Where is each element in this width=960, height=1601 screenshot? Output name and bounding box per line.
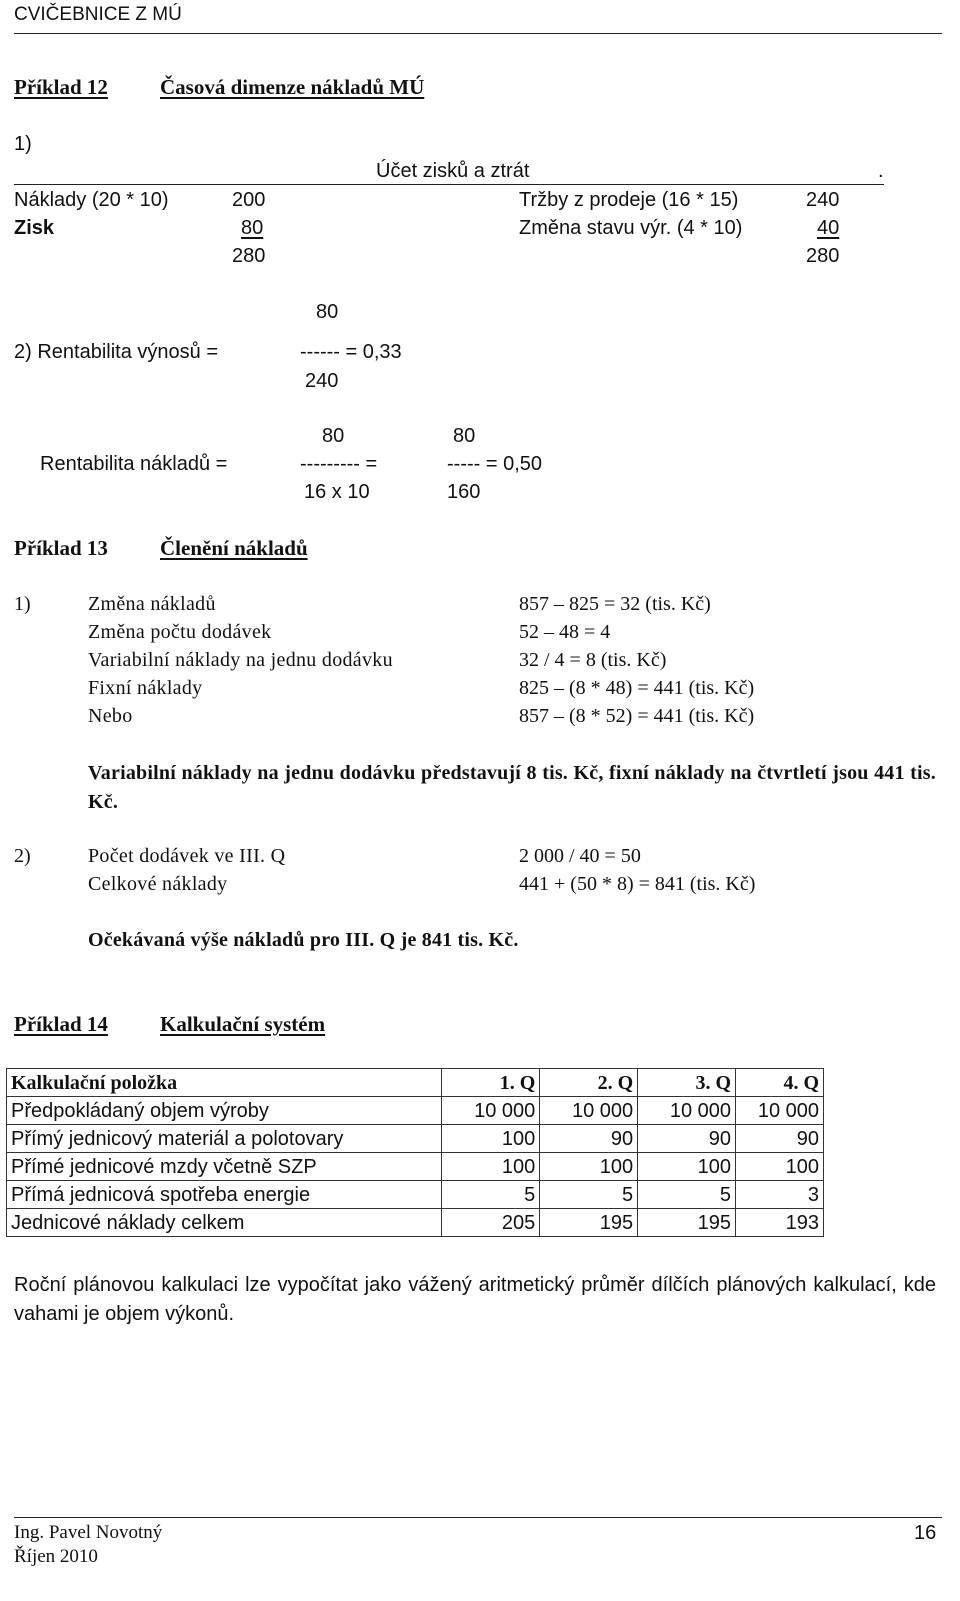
table-cell: 195 [638,1209,736,1237]
ex12-part1: 1) [14,133,32,155]
costs-label: Náklady (20 * 10) [14,189,169,211]
table-row [7,1153,824,1181]
page-number: 16 [914,1522,937,1544]
ex13-row-label: Nebo [88,705,133,727]
ex13-row-label: Fixní náklady [88,677,203,699]
footer-author: Ing. Pavel Novotný [14,1522,163,1543]
ex13-row-value: 857 – (8 * 52) = 441 (tis. Kč) [519,705,755,727]
account-title: Účet zisků a ztrát [376,160,530,182]
left-total: 280 [232,245,266,267]
ex13-row-value: 825 – (8 * 48) = 441 (tis. Kč) [519,677,755,699]
table-cell: 90 [540,1125,638,1153]
table-cell: 100 [638,1153,736,1181]
table-cell: 195 [540,1209,638,1237]
rev-numerator: 80 [316,301,339,323]
table-row [7,1125,824,1153]
ex14-label: Příklad 14 [14,1012,108,1036]
header-rule [14,33,942,34]
ex13-row-value: 52 – 48 = 4 [519,621,611,643]
table-cell: Jednicové náklady celkem [7,1209,442,1237]
table-cell: 3 [736,1181,824,1209]
footer-date: Říjen 2010 [14,1546,98,1567]
ex14-title: Kalkulační systém [160,1012,326,1036]
table-row [7,1209,824,1237]
table-cell: 10 000 [442,1097,540,1125]
cost-denominator-1: 16 x 10 [304,481,370,503]
ex13-row-value: 32 / 4 = 8 (tis. Kč) [519,649,667,671]
ex13-conclusion-1: Variabilní náklady na jednu dodávku představují 8 tis. Kč, fixní náklady na čtvrtletí jsou 441 tis. Kč. [88,762,936,813]
ex12-title: Časová dimenze nákladů MÚ [160,75,425,99]
ex13-label: Příklad 13 [14,536,108,560]
ex13-row-label: Změna nákladů [88,593,216,615]
account-title-dot: . [878,160,884,182]
table-cell: 5 [638,1181,736,1209]
ex13-part2-number: 2) [14,845,31,867]
table-cell: Přímá jednicová spotřeba energie [7,1181,442,1209]
table-cell: 100 [442,1125,540,1153]
account-rule [14,184,884,185]
table-header: 3. Q [638,1069,736,1097]
running-header: CVIČEBNICE Z MÚ [14,4,182,25]
ex13-row-label: Změna počtu dodávek [88,621,272,643]
table-cell: 10 000 [540,1097,638,1125]
right-total: 280 [806,245,840,267]
ex13-part1-number: 1) [14,593,31,615]
footer-rule [14,1517,942,1518]
ex13-row2-value: 441 + (50 * 8) = 841 (tis. Kč) [519,873,756,895]
ex14-note: Roční plánovou kalkulaci lze vypočítat jako vážený aritmetický průměr dílčích plánových kalkulací, kde vahami je objem výkonů. [14,1274,936,1325]
table-cell: 5 [442,1181,540,1209]
cost-label: Rentabilita nákladů = [40,453,228,475]
table-cell: 5 [540,1181,638,1209]
sales-value: 240 [806,189,840,211]
table-cell: 90 [638,1125,736,1153]
table-cell: 10 000 [638,1097,736,1125]
table-cell: 193 [736,1209,824,1237]
stock-value: 40 [817,217,840,239]
ex13-row-value: 857 – 825 = 32 (tis. Kč) [519,593,711,615]
ex13-row-label: Variabilní náklady na jednu dodávku [88,649,393,671]
table-header-row [7,1069,824,1097]
rev-label: 2) Rentabilita výnosů = [14,341,219,363]
ex13-row2-value: 2 000 / 40 = 50 [519,845,641,867]
table-header: 1. Q [442,1069,540,1097]
table-cell: Přímé jednicové mzdy včetně SZP [7,1153,442,1181]
ex13-row2-label: Počet dodávek ve III. Q [88,845,286,867]
table-cell: 100 [736,1153,824,1181]
ex13-row2-label: Celkové náklady [88,873,228,895]
rev-fraction: ------ = 0,33 [300,341,402,363]
table-row [7,1097,824,1125]
cost-denominator-2: 160 [447,481,481,503]
cost-numerator-2: 80 [453,425,476,447]
table-cell: 10 000 [736,1097,824,1125]
ex13-title: Členění nákladů [160,536,308,560]
table-cell: 100 [442,1153,540,1181]
rev-denominator: 240 [305,370,339,392]
table-header: 2. Q [540,1069,638,1097]
table-cell: 100 [540,1153,638,1181]
profit-label: Zisk [14,217,55,239]
ex13-conclusion-2: Očekávaná výše nákladů pro III. Q je 841 tis. Kč. [88,929,519,951]
sales-label: Tržby z prodeje (16 * 15) [519,189,739,211]
table-header: 4. Q [736,1069,824,1097]
ex12-label: Příklad 12 [14,75,108,99]
cost-numerator-1: 80 [322,425,345,447]
costs-value: 200 [232,189,266,211]
table-cell: Předpokládaný objem výroby [7,1097,442,1125]
table-header: Kalkulační položka [7,1069,442,1097]
profit-value: 80 [241,217,264,239]
calculation-table [6,1068,824,1237]
stock-label: Změna stavu výr. (4 * 10) [519,217,743,239]
table-row [7,1181,824,1209]
table-cell: 90 [736,1125,824,1153]
table-cell: 205 [442,1209,540,1237]
cost-fraction-2: ----- = 0,50 [447,453,543,475]
cost-fraction-1: --------- = [300,453,378,475]
table-cell: Přímý jednicový materiál a polotovary [7,1125,442,1153]
